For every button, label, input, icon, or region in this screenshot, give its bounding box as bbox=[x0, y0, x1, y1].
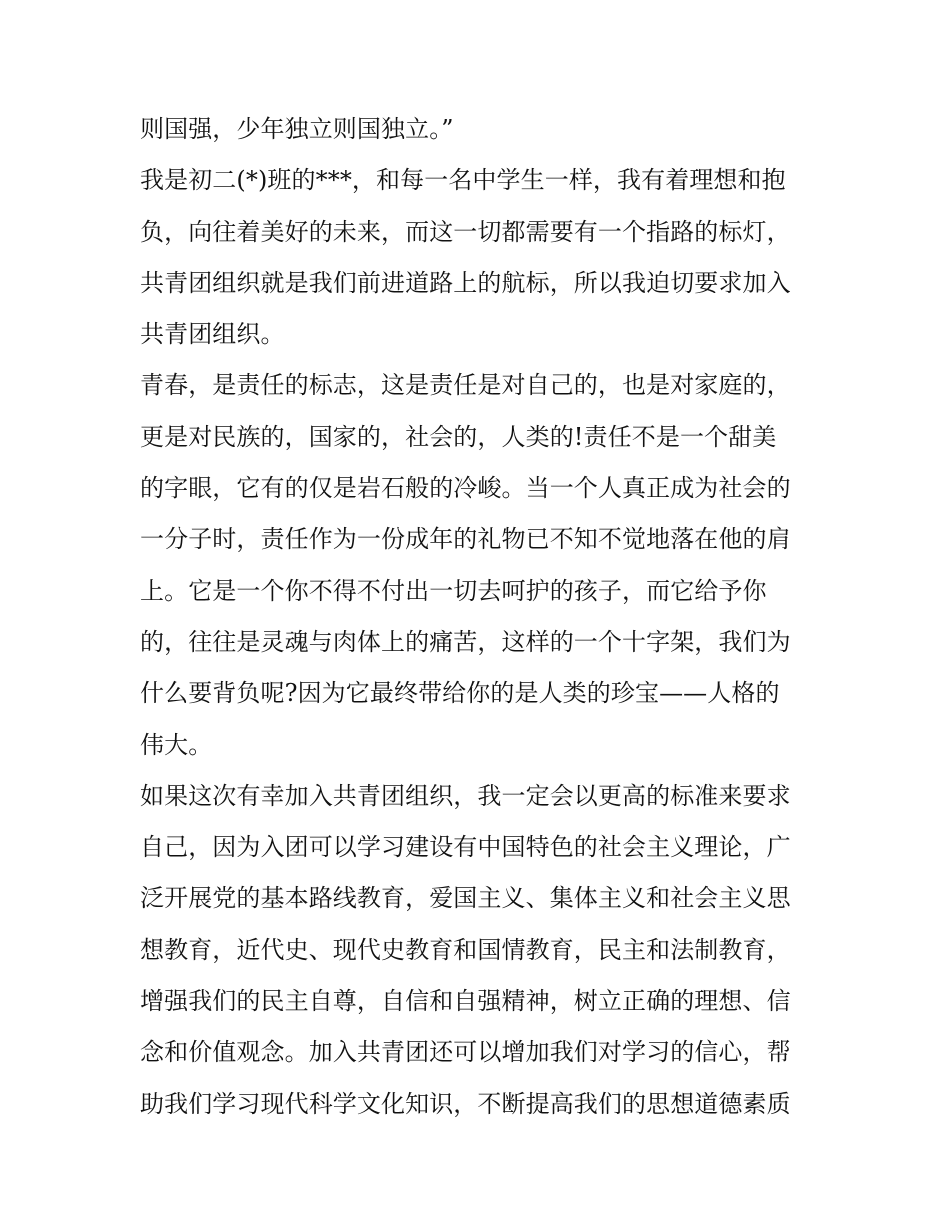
text-line: 的，往往是灵魂与肉体上的痛苦，这样的一个十字架，我们为 bbox=[140, 627, 791, 656]
text-line: 青春，是责任的标志，这是责任是对自己的，也是对家庭的， bbox=[140, 371, 791, 400]
text-line: 念和价值观念。加入共青团还可以增加我们对学习的信心，帮 bbox=[140, 1038, 791, 1067]
document-body bbox=[140, 104, 820, 1130]
text-line: 则国强，少年独立则国独立。” bbox=[140, 115, 454, 143]
text-line: 一分子时，责任作为一份成年的礼物已不知不觉地落在他的肩 bbox=[140, 525, 791, 554]
text-line: 增强我们的民主自尊，自信和自强精神，树立正确的理想、信 bbox=[140, 987, 791, 1016]
text-line: 什么要背负呢?因为它最终带给你的是人类的珍宝——人格的 bbox=[140, 679, 780, 708]
text-line: 更是对民族的，国家的，社会的，人类的!责任不是一个甜美 bbox=[140, 422, 777, 451]
text-line: 的字眼，它有的仅是岩石般的冷峻。当一个人真正成为社会的 bbox=[140, 474, 791, 503]
text-line: 伟大。 bbox=[140, 730, 213, 759]
text-line: 泛开展党的基本路线教育，爱国主义、集体主义和社会主义思 bbox=[140, 884, 791, 913]
text-line: 上。它是一个你不得不付出一切去呵护的孩子，而它给予你 bbox=[140, 576, 767, 605]
text-line: 助我们学习现代科学文化知识，不断提高我们的思想道德素质 bbox=[140, 1089, 791, 1118]
text-line: 想教育，近代史、现代史教育和国情教育，民主和法制教育， bbox=[140, 935, 791, 964]
text-line: 共青团组织。 bbox=[140, 320, 285, 349]
text-line: 自己，因为入团可以学习建设有中国特色的社会主义理论，广 bbox=[140, 833, 791, 862]
text-line: 负，向往着美好的未来，而这一切都需要有一个指路的标灯， bbox=[140, 217, 791, 246]
text-line: 共青团组织就是我们前进道路上的航标，所以我迫切要求加入 bbox=[140, 268, 791, 297]
text-line: 我是初二(*)班的***，和每一名中学生一样，我有着理想和抱 bbox=[140, 166, 786, 195]
text-line: 如果这次有幸加入共青团组织，我一定会以更高的标准来要求 bbox=[140, 781, 791, 810]
